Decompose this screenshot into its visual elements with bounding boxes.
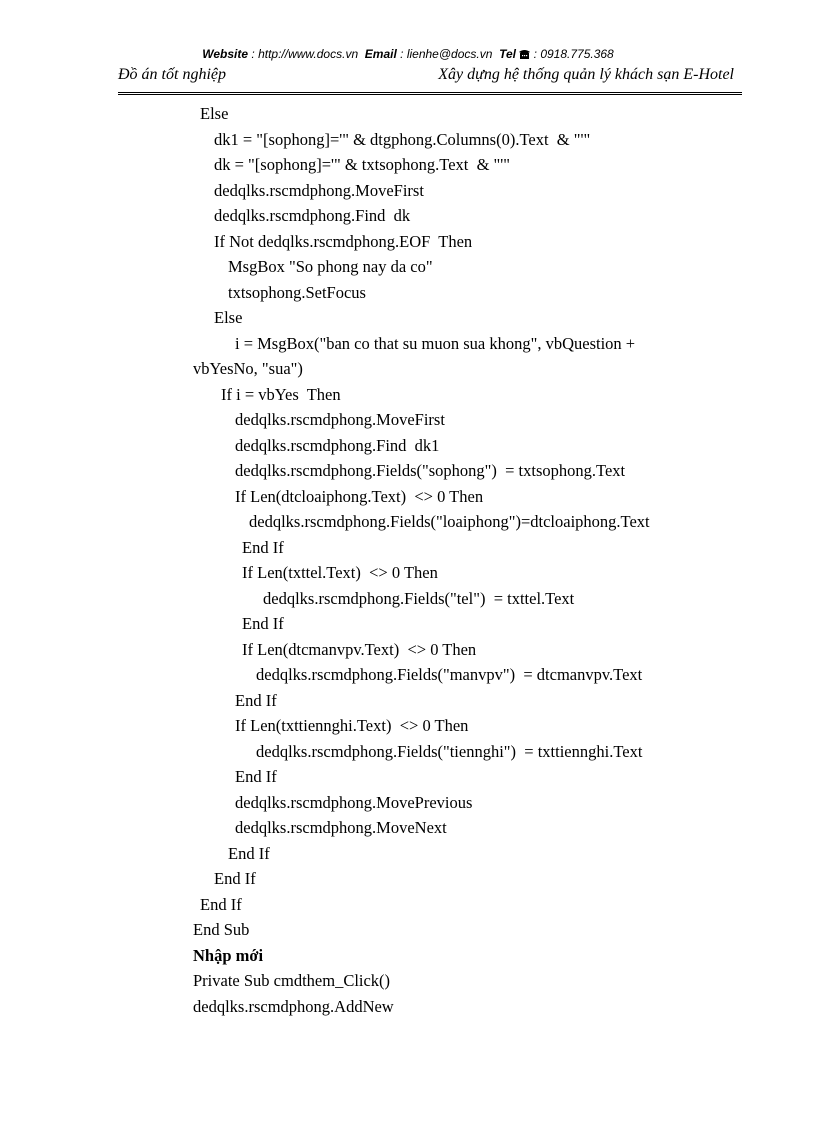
code-line: End Sub (193, 920, 250, 939)
project-title: Xây dựng hệ thống quản lý khách sạn E-Hotel (438, 66, 734, 83)
email-label: Email (364, 47, 397, 61)
code-line: End If (242, 537, 284, 557)
code-line: dedqlks.rscmdphong.Fields("tiennghi") = txttiennghi.Text (256, 741, 643, 761)
thesis-title: Đồ án tốt nghiệp (118, 66, 226, 83)
code-line: End If (242, 614, 284, 633)
code-line: End If (235, 767, 277, 786)
code-line: If Not dedqlks.rscmdphong.EOF Then (214, 231, 473, 251)
code-line: dedqlks.rscmdphong.MoveFirst (235, 410, 445, 429)
header-divider (118, 92, 742, 93)
website-url: : http://www.docs.vn (251, 47, 359, 61)
code-line: vbYesNo, "sua") (193, 359, 303, 378)
tel-label: Tel (499, 47, 516, 61)
code-line: End If (228, 843, 270, 863)
code-line: dedqlks.rscmdphong.Fields("manvpv") = dtcmanvpv.Text (256, 665, 643, 684)
code-line: dedqlks.rscmdphong.MoveNext (235, 818, 447, 837)
code-line: If Len(txttiennghi.Text) <> 0 Then (235, 716, 469, 735)
code-line: End If (235, 690, 277, 710)
code-line: dedqlks.rscmdphong.Fields("tel") = txttel.Text (263, 588, 575, 608)
code-line: Else (200, 104, 229, 123)
website-label: Website (202, 47, 249, 61)
code-line: txtsophong.SetFocus (228, 282, 366, 302)
phone-icon (519, 48, 530, 62)
code-line: Else (214, 308, 243, 327)
code-line: dedqlks.rscmdphong.Fields("sophong") = txtsophong.Text (235, 461, 626, 480)
code-listing (193, 101, 753, 1019)
code-line: If Len(dtcloaiphong.Text) <> 0 Then (235, 486, 484, 506)
code-line: dedqlks.rscmdphong.Find dk1 (235, 435, 440, 455)
code-line: dk = "[sophong]='" & txtsophong.Text & "'" (214, 155, 511, 174)
section-heading: Nhập mới (193, 945, 264, 965)
email-value: : lienhe@docs.vn (400, 47, 493, 61)
code-line: dedqlks.rscmdphong.MovePrevious (235, 792, 473, 812)
code-line: If Len(dtcmanvpv.Text) <> 0 Then (242, 639, 477, 659)
code-line: dedqlks.rscmdphong.Fields("loaiphong")=dtcloaiphong.Text (249, 512, 650, 531)
code-line: Private Sub cmdthem_Click() (193, 971, 391, 990)
code-line: dk1 = "[sophong]='" & dtgphong.Columns(0).Text & "'" (214, 129, 591, 149)
code-line: dedqlks.rscmdphong.AddNew (193, 996, 394, 1016)
website-contact-line (0, 47, 816, 62)
code-line: If Len(txttel.Text) <> 0 Then (242, 563, 438, 582)
code-line: End If (214, 869, 256, 888)
code-line: dedqlks.rscmdphong.Find dk (214, 206, 411, 225)
tel-value: : 0918.775.368 (533, 47, 614, 61)
code-line: End If (200, 894, 242, 914)
code-line: dedqlks.rscmdphong.MoveFirst (214, 180, 424, 200)
code-line: MsgBox "So phong nay da co" (228, 257, 433, 276)
code-line: i = MsgBox("ban co that su muon sua khong", vbQuestion + (235, 333, 636, 353)
code-line: If i = vbYes Then (221, 384, 341, 404)
header-divider-secondary (118, 94, 742, 95)
